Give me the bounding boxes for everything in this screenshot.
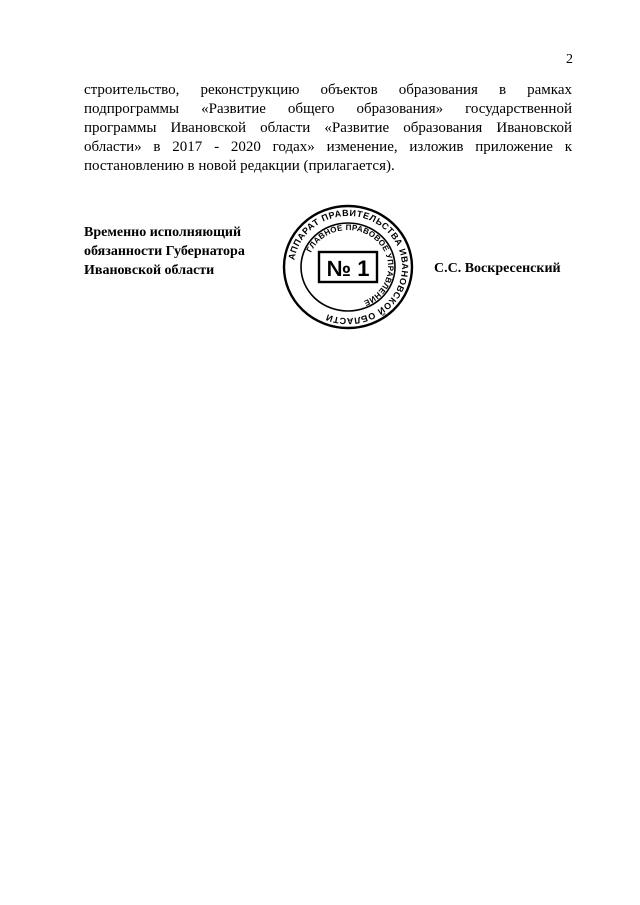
signature-title-line-3: Ивановской области [84,263,215,278]
signature-title [84,223,245,280]
body-paragraph: строительство, реконструкцию объектов образования в рамках подпрограммы «Развитие общего образования» государственной программы Ивановской области «Развитие образования Ивановской области» в 2017 - 2020 годах» изменение, изложив приложение к постановлению в новой редакции (прилагается). [84,82,572,174]
seal-number: № 1 [326,256,370,281]
seal-inner-text-path: ГЛАВНОЕ ПРАВОВОЕ УПРАВЛЕНИЕ [304,222,396,308]
signature-title-line-2: обязанности Губернатора [84,244,245,259]
signature-title-line-1: Временно исполняющий [84,225,242,240]
signatory-name: С.С. Воскресенский [434,261,561,276]
seal-ring-text-path: АППАРАТ ПРАВИТЕЛЬСТВА ИВАНОВСКОЙ ОБЛАСТИ [286,207,411,327]
official-seal-stamp [281,203,415,331]
page-number: 2 [566,52,573,67]
